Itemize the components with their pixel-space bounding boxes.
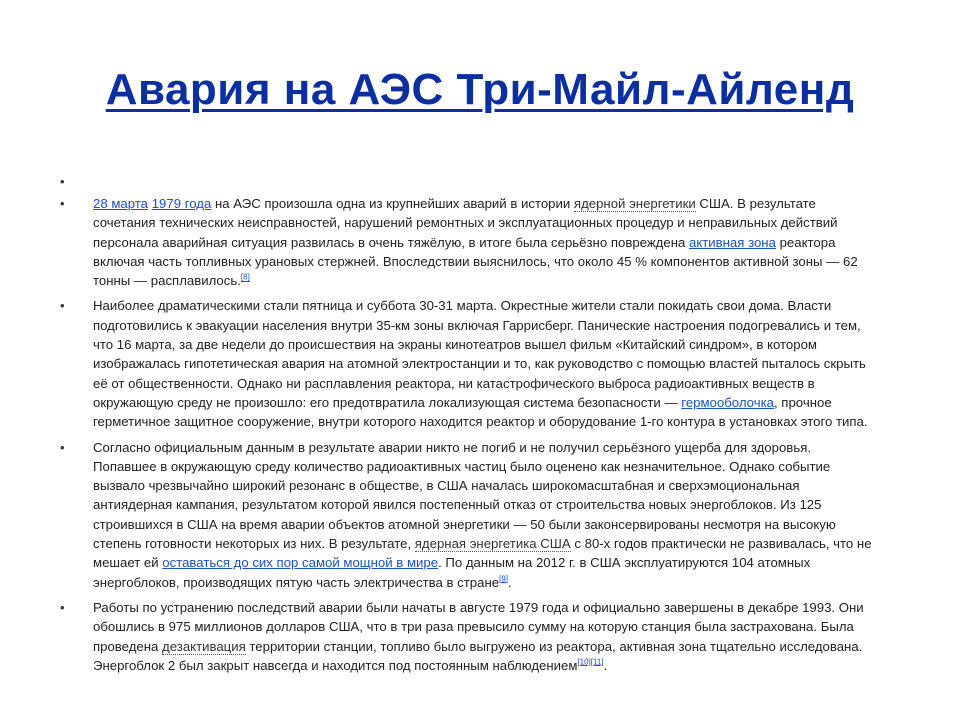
ref-link-11[interactable]: [11] <box>590 657 604 667</box>
list-item-accident <box>58 194 878 290</box>
link-date[interactable]: 28 марта <box>93 196 149 211</box>
title-link[interactable]: Авария на АЭС Три-Майл-Айленд <box>105 65 855 114</box>
link-most-powerful[interactable]: оставаться до сих пор самой мощной в мире <box>162 555 439 571</box>
text: . <box>508 574 512 590</box>
bullet-icon: • <box>60 298 65 314</box>
link-year[interactable]: 1979 года <box>151 196 212 211</box>
text: Работы по устранению последствий аварии были начаты в августе 1979 года и официально завершены в декабре 1993. Они обошлись в 975 миллионов долларов США, что в три раза превысило сумму на которую станция была застрахована. Была проведена <box>93 599 864 654</box>
link-decontamination[interactable]: дезактивация <box>162 638 246 654</box>
bullet-icon: • <box>60 196 65 211</box>
link-active-core[interactable]: активная зона <box>688 234 776 250</box>
reference <box>241 273 250 282</box>
text: территории станции, топливо было выгружено из реактора, активная зона тщательно исследована. Энергоблок 2 был закрыт навсегда и находится под постоянным наблюдением <box>93 638 863 673</box>
bullet-list <box>58 172 878 681</box>
text: . По данным на 2012 г. в США эксплуатируются 104 атомных энергоблоков, производящих пятую часть электричества в стране <box>93 555 811 590</box>
ref-link-9[interactable]: [9] <box>499 574 509 584</box>
text: на АЭС произошла одна из крупнейших аварий в истории <box>211 196 574 211</box>
text: США. В результате сочетания технических неисправностей, нарушений ремонтных и эксплуатационных процедур и неправильных действий персонала аварийная ситуация развилась в очень тяжёлую, в итоге была серьёзно повреждена <box>93 196 838 250</box>
link-containment[interactable]: гермооболочка <box>681 394 774 410</box>
text: . <box>603 657 608 673</box>
bullet-icon: • <box>60 599 65 615</box>
list-item-consequences <box>58 438 878 592</box>
link-nuclear-energy[interactable]: ядерной энергетики <box>573 196 696 211</box>
link-us-nuclear-energy[interactable]: ядерная энергетика США <box>414 536 571 552</box>
text: реактора включая часть топливных урановых стержней. Впоследствии выяснилось, что около 45 % компонентов активной зоны — 62 тонны — расплавилось. <box>93 234 858 289</box>
text: Наиболее драматическими стали пятница и суббота 30-31 марта. Окрестные жители стали покидать свои дома. Власти подготовились к эвакуации населения внутри 35-км зоны включая Гаррисберг. Панические настроения подогревались и тем, что 16 марта, за две недели до происшествия на экраны кинотеатров вышел фильм «Китайский синдром», в котором изображалась гипотетическая авария на атомной электростанции и то, как руководство с помощью властей пыталось скрыть её от общественности. Однако ни расплавления реактора, ни катастрофического выброса радиоактивных веществ в окружающую среду не произошло: его предотвратила локализующая система безопасности — <box>93 298 866 410</box>
bullet-icon: • <box>60 439 65 455</box>
reference <box>577 657 603 666</box>
text: Согласно официальным данным в результате аварии никто не погиб и не получил серьёзного ущерба для здоровья. Попавшее в окружающую среду количество радиоактивных частиц было оценено как незначительное. Однако событие вызвало чрезвычайно широкий резонанс в обществе, в США началась широкомасштабная и сверхэмоциональная антиядерная кампания, результатом которой явился постепенный отказ от строительства новых энергоблоков. Из 125 строившихся в США на время аварии объектов атомной энергетики — 50 были законсервированы несмотря на высокую степень готовности некоторых из них. В результате, <box>93 439 836 552</box>
list-item-empty <box>58 172 878 191</box>
reference <box>499 574 508 583</box>
text: , прочное герметичное защитное сооружение, внутри которого находится реактор и оборудование 1-го контура в установках этого типа. <box>93 394 868 430</box>
ref-link-10[interactable]: [10] <box>577 657 591 667</box>
ref-link-8[interactable]: [8] <box>240 272 250 282</box>
slide-title <box>0 62 960 118</box>
bullet-icon: • <box>60 174 65 189</box>
list-item-evacuation <box>58 296 878 431</box>
list-item-cleanup <box>58 598 878 675</box>
text: с 80-х годов практически не развивалась, что не мешает ей <box>93 536 872 571</box>
